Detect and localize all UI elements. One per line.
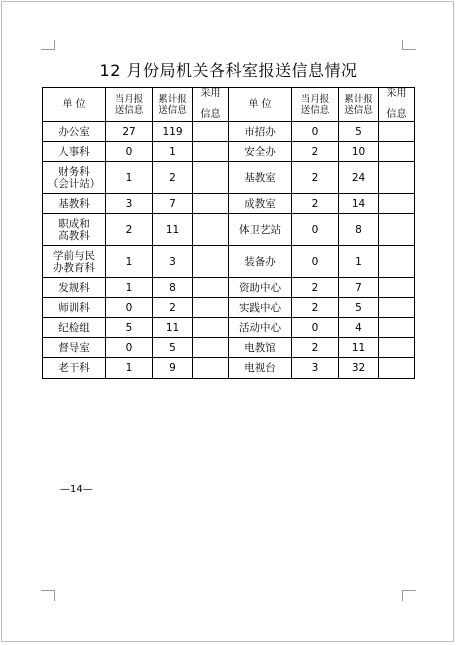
unit-cell — [43, 318, 106, 338]
adopted-count-cell — [379, 122, 415, 142]
unit-cell — [229, 142, 292, 162]
adopted-count-cell — [379, 194, 415, 214]
total-count-cell: 5 — [339, 298, 379, 318]
month-count-cell: 1 — [106, 358, 153, 379]
unit-name: 基教室 — [244, 171, 276, 184]
unit-name: 活动中心 — [239, 321, 281, 334]
total-count-cell: 5 — [339, 122, 379, 142]
unit-name: 高教科 — [58, 229, 90, 242]
adopted-count-cell — [193, 122, 229, 142]
table-row — [43, 246, 415, 278]
unit-name: 办公室 — [58, 125, 90, 138]
table-row — [43, 122, 415, 142]
document-title: 12 月份局机关各科室报送信息情况 — [99, 61, 358, 80]
table-row — [43, 278, 415, 298]
crop-mark-top-right — [402, 49, 416, 50]
unit-name: 基教科 — [58, 197, 90, 210]
total-count-cell: 7 — [339, 278, 379, 298]
adopted-count-cell — [193, 142, 229, 162]
total-count-cell: 7 — [153, 194, 193, 214]
unit-name: 职成和 — [58, 217, 90, 230]
crop-mark-top-left — [54, 40, 55, 50]
unit-cell — [43, 162, 106, 194]
total-count-cell: 32 — [339, 358, 379, 379]
crop-mark-bottom-left — [41, 590, 55, 591]
adopted-count-cell — [379, 298, 415, 318]
unit-name: 学前与民 — [53, 249, 95, 262]
header-total: 累计报 送信息 — [153, 88, 193, 122]
unit-cell — [43, 358, 106, 379]
unit-cell — [43, 246, 106, 278]
month-count-cell: 1 — [106, 246, 153, 278]
unit-name: 成教室 — [244, 197, 276, 210]
table-row — [43, 194, 415, 214]
adopted-count-cell — [379, 162, 415, 194]
unit-cell — [229, 318, 292, 338]
total-count-cell: 4 — [339, 318, 379, 338]
unit-cell — [43, 298, 106, 318]
unit-name: 纪检组 — [58, 321, 90, 334]
total-count-cell: 5 — [153, 338, 193, 358]
table-row — [43, 142, 415, 162]
month-count-cell: 2 — [292, 162, 339, 194]
unit-cell — [43, 142, 106, 162]
adopted-count-cell — [379, 278, 415, 298]
unit-cell — [229, 278, 292, 298]
table-row — [43, 298, 415, 318]
table-row — [43, 358, 415, 379]
unit-name: 办教育科 — [53, 261, 95, 274]
month-count-cell: 27 — [106, 122, 153, 142]
adopted-count-cell — [379, 318, 415, 338]
month-count-cell: 0 — [106, 298, 153, 318]
total-count-cell: 10 — [339, 142, 379, 162]
month-count-cell: 0 — [292, 318, 339, 338]
unit-name: 市招办 — [244, 125, 276, 138]
unit-name: 体卫艺站 — [239, 223, 281, 236]
unit-cell — [43, 278, 106, 298]
total-count-cell: 8 — [153, 278, 193, 298]
unit-name: 老干科 — [58, 362, 90, 374]
adopted-count-cell — [379, 142, 415, 162]
unit-name: 实践中心 — [239, 301, 281, 314]
header-unit: 单 位 — [43, 88, 106, 122]
unit-cell — [229, 338, 292, 358]
crop-mark-top-left — [41, 49, 55, 50]
total-count-cell: 119 — [153, 122, 193, 142]
total-count-cell: 2 — [153, 298, 193, 318]
header-adopted: 采用 信息 — [193, 88, 229, 122]
month-count-cell: 0 — [106, 338, 153, 358]
month-count-cell: 5 — [106, 318, 153, 338]
unit-name: 人事科 — [58, 145, 90, 158]
unit-name: （会计站） — [47, 177, 101, 190]
unit-cell — [43, 122, 106, 142]
unit-name: 督导室 — [58, 341, 90, 354]
month-count-cell: 3 — [106, 194, 153, 214]
total-count-cell: 24 — [339, 162, 379, 194]
unit-name: 发规科 — [58, 281, 90, 294]
month-count-cell: 0 — [292, 214, 339, 246]
unit-cell — [229, 122, 292, 142]
crop-mark-bottom-right — [402, 590, 403, 601]
month-count-cell: 2 — [106, 214, 153, 246]
unit-cell — [229, 194, 292, 214]
crop-mark-top-right — [402, 40, 403, 50]
adopted-count-cell — [193, 214, 229, 246]
unit-name: 装备办 — [244, 255, 276, 268]
adopted-count-cell — [193, 358, 229, 379]
total-count-cell: 1 — [153, 142, 193, 162]
total-count-cell: 3 — [153, 246, 193, 278]
adopted-count-cell — [379, 358, 415, 379]
table-row — [43, 162, 415, 194]
total-count-cell: 11 — [339, 338, 379, 358]
crop-mark-bottom-right — [402, 590, 416, 591]
month-count-cell: 2 — [292, 338, 339, 358]
unit-name: 师训科 — [58, 301, 90, 314]
adopted-count-cell — [193, 162, 229, 194]
month-count-cell: 2 — [292, 298, 339, 318]
adopted-count-cell — [193, 194, 229, 214]
table-row — [43, 318, 415, 338]
month-count-cell: 2 — [292, 194, 339, 214]
adopted-count-cell — [193, 318, 229, 338]
total-count-cell: 9 — [153, 358, 193, 379]
header-month: 当月报 送信息 — [292, 88, 339, 122]
adopted-count-cell — [379, 214, 415, 246]
month-count-cell: 0 — [292, 246, 339, 278]
unit-name: 财务科 — [58, 165, 90, 178]
month-count-cell: 2 — [292, 142, 339, 162]
month-count-cell: 1 — [106, 162, 153, 194]
month-count-cell: 3 — [292, 358, 339, 379]
unit-cell — [229, 214, 292, 246]
header-unit: 单 位 — [229, 88, 292, 122]
total-count-cell: 2 — [153, 162, 193, 194]
unit-cell — [229, 246, 292, 278]
adopted-count-cell — [193, 246, 229, 278]
info-report-table — [42, 87, 415, 379]
adopted-count-cell — [379, 338, 415, 358]
header-total: 累计报 送信息 — [339, 88, 379, 122]
total-count-cell: 11 — [153, 318, 193, 338]
unit-cell — [43, 338, 106, 358]
month-count-cell: 0 — [106, 142, 153, 162]
adopted-count-cell — [379, 246, 415, 278]
unit-cell — [229, 358, 292, 379]
month-count-cell: 0 — [292, 122, 339, 142]
unit-name: 安全办 — [244, 145, 276, 158]
adopted-count-cell — [193, 338, 229, 358]
total-count-cell: 8 — [339, 214, 379, 246]
adopted-count-cell — [193, 298, 229, 318]
total-count-cell: 14 — [339, 194, 379, 214]
unit-cell — [229, 162, 292, 194]
month-count-cell: 1 — [106, 278, 153, 298]
adopted-count-cell — [193, 278, 229, 298]
unit-cell — [43, 214, 106, 246]
unit-cell — [229, 298, 292, 318]
unit-name: 资助中心 — [239, 281, 281, 294]
page-number: —14— — [60, 484, 93, 495]
unit-name: 电视台 — [244, 362, 276, 374]
table-row — [43, 214, 415, 246]
month-count-cell: 2 — [292, 278, 339, 298]
table-row — [43, 338, 415, 358]
total-count-cell: 1 — [339, 246, 379, 278]
unit-name: 电教馆 — [244, 341, 276, 354]
header-adopted: 采用 信息 — [379, 88, 415, 122]
crop-mark-bottom-left — [54, 590, 55, 601]
unit-cell — [43, 194, 106, 214]
header-month: 当月报 送信息 — [106, 88, 153, 122]
total-count-cell: 11 — [153, 214, 193, 246]
header-row — [43, 88, 415, 122]
